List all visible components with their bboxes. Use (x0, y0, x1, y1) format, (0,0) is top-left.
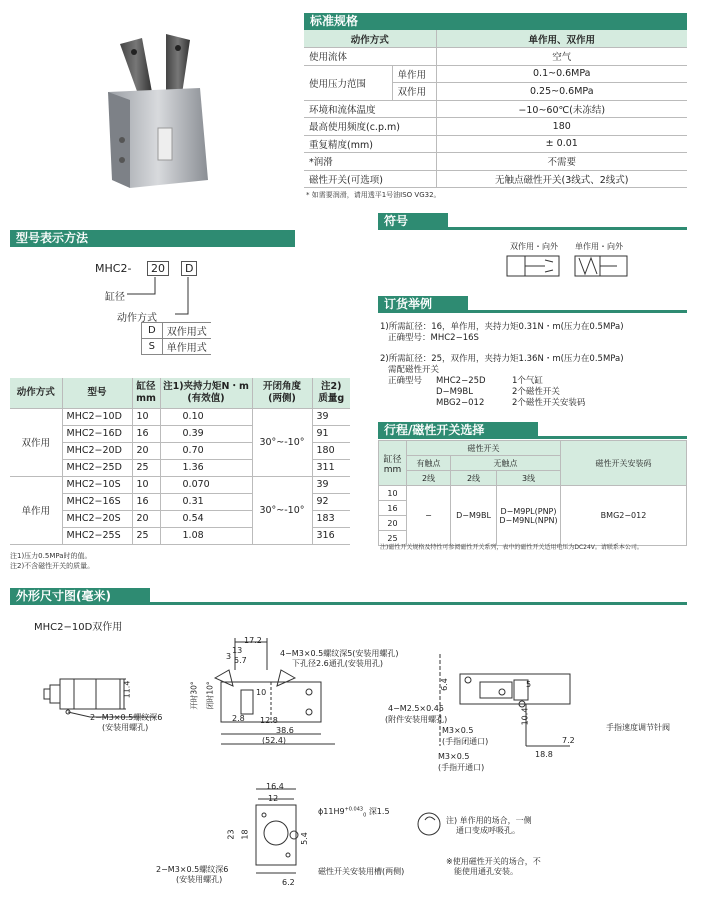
spec-label: 最高使用频度(c.p.m) (304, 118, 436, 136)
sw-th: 无触点 (451, 456, 561, 471)
spec-value: ± 0.01 (436, 135, 687, 153)
model-table (10, 378, 350, 545)
model-mass: 311 (312, 459, 350, 476)
sw-two: D−M9BL (451, 486, 497, 546)
dim-17-2: 17.2 (244, 636, 262, 645)
dim-open-angle: 开时30° (189, 681, 199, 710)
dim-top-thread: 4−M3×0.5螺纹深5(安装用螺孔) (280, 649, 399, 658)
sw-th: 有触点 (407, 456, 451, 471)
dim-38-6: 38.6 (276, 726, 294, 735)
model-th: 动作方式 (10, 378, 62, 408)
dim-m3a2: (手指闭通口) (442, 737, 489, 746)
model-mass: 39 (312, 476, 350, 493)
right-view-drawing (430, 650, 590, 750)
dim-18-8: 18.8 (535, 750, 553, 759)
bore-label: 缸径 (105, 292, 125, 303)
dim-10-4: 10.4 (520, 707, 530, 726)
dim-m3a: M3×0.5 (442, 726, 474, 735)
model-bore: 25 (132, 527, 160, 544)
spec-value: 不需要 (436, 153, 687, 171)
spec-value: 180 (436, 118, 687, 136)
model-name: MHC2−16D (62, 425, 132, 442)
spec-label: 使用压力范围 (304, 65, 392, 100)
dim-top-thread2: 下孔径2.6通孔(安装用孔) (292, 659, 383, 668)
model-bore: 20 (132, 442, 160, 459)
model-angle: 30°~-10° (252, 476, 312, 544)
spec-table (304, 30, 687, 188)
dim-7-2: 7.2 (562, 736, 575, 745)
dim-6-2: 6.2 (282, 878, 295, 887)
spec-value: −10~60℃(未冻结) (436, 100, 687, 118)
action-label: 动作方式 (117, 313, 157, 324)
sw-th: 磁性开关 (407, 441, 561, 456)
model-th: 开闭角度 (两侧) (252, 378, 312, 408)
dim-speed-valve: 手指速度调节针阀 (606, 723, 670, 732)
option-code: D (142, 323, 163, 339)
model-torque: 0.070 (160, 476, 252, 493)
order-item-code: MHC2−25D (436, 376, 486, 386)
model-th: 注1)夹持力矩N・m (有效值) (160, 378, 252, 408)
order-ex2-line1: 2)所需缸径：25，双作用，夹持力矩1.36N・m(压力在0.5MPa) (380, 354, 624, 364)
dim-6-4: 6.4 (439, 678, 449, 691)
model-torque: 1.08 (160, 527, 252, 544)
dim-m3-side: 2−M3×0.5螺纹深6 (90, 713, 163, 722)
option-desc: 双作用式 (162, 323, 211, 339)
sw-th: 磁性开关安装码 (561, 441, 687, 486)
sw-th: 2线 (407, 471, 451, 486)
model-action: 双作用 (10, 408, 62, 476)
switch-title: 行程/磁性开关选择 (378, 422, 538, 439)
model-name: MHC2−20S (62, 510, 132, 527)
order-ex2-line2: 需配磁性开关 (388, 365, 440, 375)
dim-m3b: M3×0.5 (438, 752, 470, 761)
model-angle: 30°~-10° (252, 408, 312, 476)
model-bore: 10 (132, 476, 160, 493)
order-ex2-label: 正确型号 (388, 376, 423, 386)
model-bore-box: 20 (147, 261, 169, 276)
option-code: S (142, 339, 163, 355)
switch-note: 注)磁性开关规格及特性可参阅磁性开关系列，表中的磁性开关适用电压为DC24V。请联系本公司。 (380, 544, 643, 551)
model-bore: 20 (132, 510, 160, 527)
sw-bore: 20 (379, 516, 407, 531)
order-item-desc: 2个磁性开关安装码 (512, 398, 586, 408)
spec-section-title: 标准规格 (304, 13, 687, 30)
symbol-title: 符号 (378, 213, 448, 230)
symbol-single-label: 单作用・向外 (575, 242, 623, 251)
model-mass: 92 (312, 493, 350, 510)
spec-note: * 如需要润滑，请用透平1号油ISO VG32。 (306, 191, 441, 199)
order-examples (380, 322, 690, 409)
model-name: MHC2−10D (62, 408, 132, 425)
action-options-table (141, 322, 211, 355)
spec-sublabel: 单作用 (392, 65, 436, 83)
sw-contact: − (407, 486, 451, 546)
dim-10: 10 (256, 688, 267, 697)
model-torque: 0.31 (160, 493, 252, 510)
order-ex1-line1: 1)所需缸径：16，单作用，夹持力矩0.31N・m(压力在0.5MPa) (380, 322, 624, 332)
model-th: 型号 (62, 378, 132, 408)
model-name: MHC2−20D (62, 442, 132, 459)
spec-label: 环境和流体温度 (304, 100, 436, 118)
spec-value: 0.25~0.6MPa (436, 83, 687, 101)
dim-52-4: (52.4) (262, 736, 287, 745)
sw-mount: BMG2−012 (561, 486, 687, 546)
dim-groove: 磁性开关安装用槽(两侧) (318, 867, 405, 876)
sw-th-bore: 缸径 mm (379, 441, 407, 486)
order-ex1-line2: 正确型号：MHC2−16S (388, 333, 479, 343)
option-desc: 单作用式 (162, 339, 211, 355)
dim-m3-side2: (安装用螺孔) (102, 723, 149, 732)
model-mass: 316 (312, 527, 350, 544)
dim-m25b: (附件安装用螺孔) (385, 715, 448, 724)
model-name: MHC2−10S (62, 476, 132, 493)
order-title: 订货举例 (378, 296, 468, 313)
dim-m25: 4−M2.5×0.45 (388, 704, 444, 713)
dim-m3-bottom2: (安装用螺孔) (176, 875, 223, 884)
spec-label: *润滑 (304, 153, 436, 171)
spec-label: 重复精度(mm) (304, 135, 436, 153)
symbol-double-label: 双作用・向外 (510, 242, 558, 251)
dims-subtitle: MHC2−10D双作用 (34, 622, 123, 633)
spec-label: 磁性开关(可选项) (304, 170, 436, 188)
dim-16-4: 16.4 (266, 782, 284, 791)
model-torque: 0.54 (160, 510, 252, 527)
model-name: MHC2−25S (62, 527, 132, 544)
order-item-desc: 1个气缸 (512, 376, 543, 386)
model-code-block (95, 262, 275, 352)
model-bore: 16 (132, 493, 160, 510)
model-note1: 注1)压力0.5MPa时的值。 (10, 552, 92, 560)
spec-header-label: 动作方式 (304, 30, 436, 48)
dims-title: 外形尺寸图(毫米) (10, 588, 150, 605)
sw-bore: 10 (379, 486, 407, 501)
model-prefix: MHC2- (95, 262, 132, 275)
model-mass: 180 (312, 442, 350, 459)
dim-5-7: 5.7 (234, 656, 247, 665)
model-torque: 0.70 (160, 442, 252, 459)
order-item-desc: 2个磁性开关 (512, 387, 560, 397)
port-note-icon (415, 810, 443, 838)
dim-11-4: 11.4 (122, 680, 132, 699)
sw-th: 2线 (451, 471, 497, 486)
model-th: 注2) 质量g (312, 378, 350, 408)
model-mass: 39 (312, 408, 350, 425)
dim-m3-bottom: 2−M3×0.5螺纹深6 (156, 865, 229, 874)
dim-5: 5 (526, 680, 532, 689)
dim-m3b2: (手指开通口) (438, 763, 485, 772)
sw-three: D−M9PL(PNP) D−M9NL(NPN) (497, 486, 561, 546)
note-switch1: ※使用磁性开关的场合，不 (446, 857, 541, 866)
spec-label: 使用流体 (304, 48, 436, 66)
symbol-diagram (505, 252, 635, 282)
model-action: 单作用 (10, 476, 62, 544)
model-name: MHC2−16S (62, 493, 132, 510)
spec-value: 0.1~0.6MPa (436, 65, 687, 83)
switch-table (378, 440, 687, 546)
model-action-box: D (181, 261, 197, 276)
model-bore: 16 (132, 425, 160, 442)
model-mass: 91 (312, 425, 350, 442)
dim-13: 13 (232, 646, 243, 655)
spec-value: 无触点磁性开关(3线式、2线式) (436, 170, 687, 188)
model-mass: 183 (312, 510, 350, 527)
model-torque: 0.39 (160, 425, 252, 442)
model-bore: 25 (132, 459, 160, 476)
dim-close-angle: 闭时10° (205, 681, 215, 710)
model-name: MHC2−25D (62, 459, 132, 476)
dim-bore-hole: $\phi 11H9^{+0.043}_0$ 深1.5 (318, 806, 390, 819)
dim-2-8: 2.8 (232, 714, 245, 723)
note-single1: 注) 单作用的场合，一侧 (446, 816, 532, 825)
dim-3: 3 (226, 652, 232, 661)
order-item-code: MBG2−012 (436, 398, 485, 408)
model-th: 缸径 mm (132, 378, 160, 408)
model-torque: 0.10 (160, 408, 252, 425)
dim-5-4: 5.4 (299, 832, 309, 845)
spec-header-value: 单作用、双作用 (436, 30, 687, 48)
dim-23: 23 (226, 829, 236, 840)
order-item-code: D−M9BL (436, 387, 473, 397)
model-code-title: 型号表示方法 (10, 230, 295, 247)
note-switch2: 能使用通孔安装。 (454, 867, 518, 876)
model-torque: 1.36 (160, 459, 252, 476)
dim-12-8: 12.8 (260, 716, 278, 725)
note-single2: 通口变成呼吸孔。 (456, 826, 520, 835)
dim-12: 12 (268, 794, 279, 803)
model-note2: 注2)不含磁性开关的质量。 (10, 562, 95, 570)
sw-th: 3线 (497, 471, 561, 486)
sw-bore: 25 (379, 531, 407, 546)
spec-value: 空气 (436, 48, 687, 66)
sw-bore: 16 (379, 501, 407, 516)
model-bore: 10 (132, 408, 160, 425)
product-image (100, 30, 220, 195)
dim-18: 18 (240, 829, 250, 840)
spec-sublabel: 双作用 (392, 83, 436, 101)
